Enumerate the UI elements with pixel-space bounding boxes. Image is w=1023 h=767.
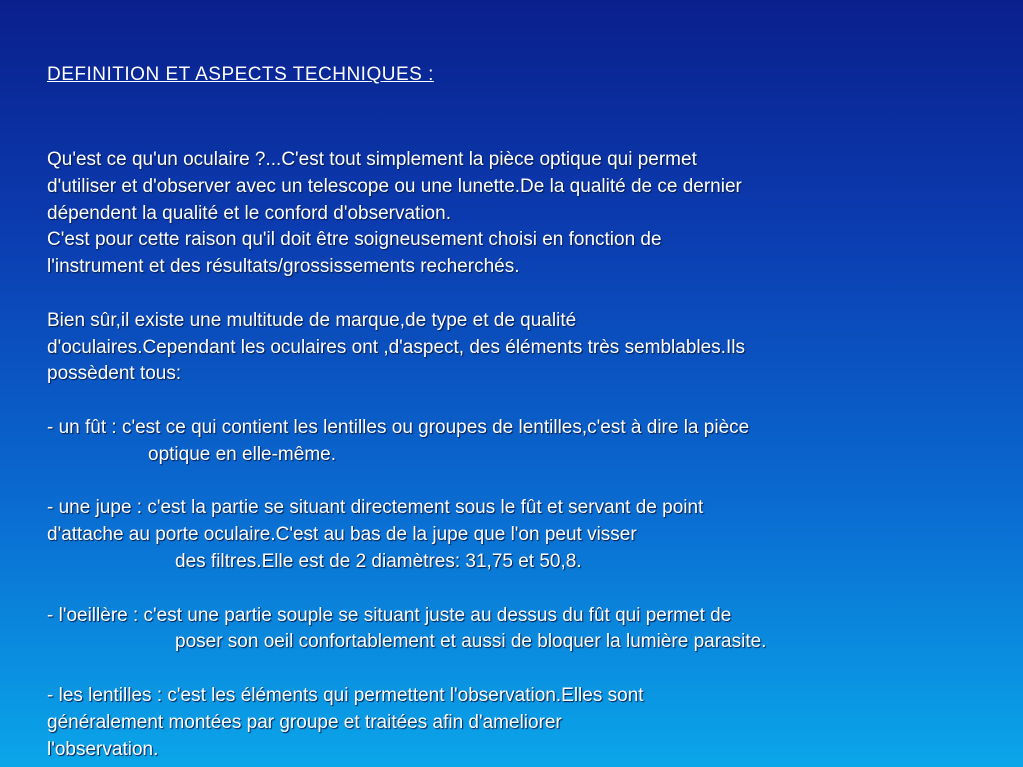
intro-paragraph	[47, 147, 997, 281]
text-line: - une jupe : c'est la partie se situant directement sous le fût et servant de point	[47, 497, 704, 519]
overview-paragraph	[47, 308, 997, 388]
text-line: des filtres.Elle est de 2 diamètres: 31,75 et 50,8.	[175, 550, 582, 572]
text-line: généralement montées par groupe et traitées afin d'ameliorer	[47, 711, 562, 733]
text-line: Bien sûr,il existe une multitude de marque,de type et de qualité	[47, 309, 577, 331]
text-line: possèdent tous:	[47, 363, 182, 385]
text-line: - les lentilles : c'est les éléments qui permettent l'observation.Elles sont	[47, 684, 644, 706]
text-line: d'utiliser et d'observer avec un telescope ou une lunette.De la qualité de ce dernier	[47, 175, 742, 197]
text-line: C'est pour cette raison qu'il doit être soigneusement choisi en fonction de	[47, 229, 662, 251]
text-line: d'attache au porte oculaire.C'est au bas de la jupe que l'on peut visser	[47, 524, 637, 546]
text-line: d'oculaires.Cependant les oculaires ont ,d'aspect, des éléments très semblables.Ils	[47, 336, 745, 358]
text-line: Qu'est ce qu'un oculaire ?...C'est tout simplement la pièce optique qui permet	[47, 149, 697, 170]
text-line: dépendent la qualité et le conford d'observation.	[47, 202, 451, 224]
text-line: poser son oeil confortablement et aussi de bloquer la lumière parasite.	[175, 631, 767, 653]
item-fut	[47, 415, 997, 469]
text-line: l'observation.	[47, 738, 159, 760]
slide-content	[47, 60, 997, 763]
item-oeillere	[47, 603, 997, 657]
text-line: l'instrument et des résultats/grossissements recherchés.	[47, 256, 520, 278]
item-lentilles	[47, 683, 997, 763]
item-jupe	[47, 495, 997, 575]
slide-title: DEFINITION ET ASPECTS TECHNIQUES :	[47, 64, 434, 85]
text-line: optique en elle-même.	[148, 443, 336, 465]
text-line: - l'oeillère : c'est une partie souple se situant juste au dessus du fût qui permet de	[47, 604, 732, 626]
text-line: - un fût : c'est ce qui contient les lentilles ou groupes de lentilles,c'est à dire la pièce	[47, 416, 750, 438]
